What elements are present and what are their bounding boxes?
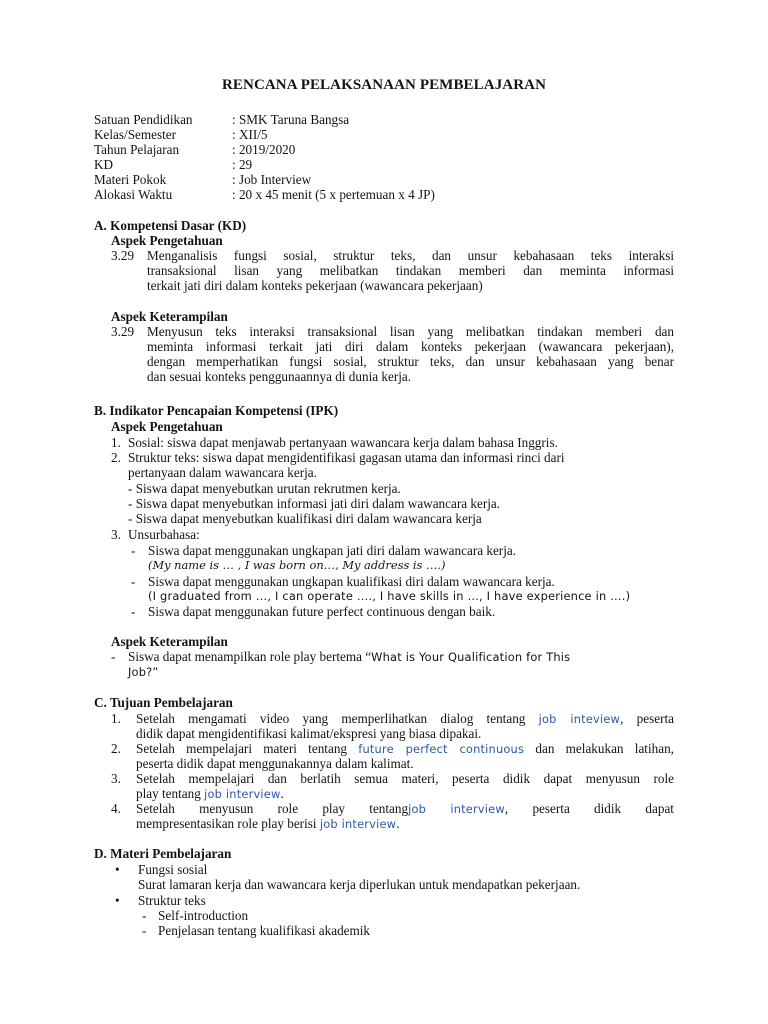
topic-link[interactable]: interview	[450, 802, 505, 816]
objective-text: play tentang	[136, 786, 205, 801]
list-number: 3.	[111, 771, 121, 786]
dash-marker: -	[111, 649, 116, 664]
aspek-keterampilan-heading: Aspek Keterampilan	[111, 634, 228, 649]
identity-value: : 2019/2020	[232, 142, 296, 157]
kd-line: terkait jati diri dalam konteks pekerjaan (wawancara pekerjaan)	[147, 278, 483, 293]
objective-line: Setelah mempelajari dan berlatih semua materi, peserta didik dapat menyusun role	[136, 771, 674, 786]
section-d-heading: D. Materi Pembelajaran	[94, 846, 232, 861]
identity-value: : 29	[232, 157, 253, 172]
objective-word: dapat	[645, 801, 674, 816]
topic-link[interactable]: job interview	[319, 817, 397, 831]
objective-text: .	[396, 816, 400, 831]
topic-link[interactable]: job inteview	[538, 712, 621, 726]
dash-marker: -	[131, 543, 136, 558]
list-number: 2.	[111, 450, 121, 465]
bullet-icon: •	[115, 862, 120, 877]
section-c-heading: C. Tujuan Pembelajaran	[94, 695, 233, 710]
example-expression: (My name is … , I was born on…, My address is ….)	[148, 558, 446, 572]
objective-line	[136, 801, 674, 817]
identity-value: : Job Interview	[232, 172, 312, 187]
topic-link[interactable]: future perfect continuous	[358, 742, 525, 756]
objective-word: didik	[594, 801, 622, 816]
objective-line	[136, 711, 674, 727]
identity-label: Kelas/Semester	[94, 127, 177, 142]
roleplay-theme: Job?”	[128, 665, 159, 679]
identity-label: Alokasi Waktu	[94, 187, 173, 202]
kd-line: meminta informasi terkait jati diri dalam konteks pekerjaan (wawancara pekerjaan),	[147, 339, 674, 354]
objective-line: peserta didik dapat menggunakannya dalam kalimat.	[136, 756, 414, 771]
objective-text: mempresentasikan role play berisi	[136, 816, 320, 831]
objective-word: play	[322, 801, 346, 816]
indicator-item: Struktur teks: siswa dapat mengidentifikasi gagasan utama dan informasi rinci dari	[128, 450, 565, 465]
objective-text: tentang	[369, 801, 409, 816]
indicator-subitem: - Siswa dapat menyebutkan kualifikasi diri dalam wawancara kerja	[128, 511, 482, 526]
materi-description: Surat lamaran kerja dan wawancara kerja diperlukan untuk mendapatkan pekerjaan.	[138, 877, 581, 892]
roleplay-theme: What is Your Qualification for This	[371, 650, 571, 664]
indicator-item: pertanyaan dalam wawancara kerja.	[128, 465, 317, 480]
objective-word: Setelah	[136, 801, 175, 816]
objective-line	[136, 786, 284, 802]
kd-line: dan sesuai konteks penggunaannya di dunia kerja.	[147, 369, 412, 384]
indicator-item: Sosial: siswa dapat menjawab pertanyaan wawancara kerja dalam bahasa Inggris.	[128, 435, 558, 450]
aspek-pengetahuan-heading: Aspek Pengetahuan	[111, 419, 223, 434]
topic-link[interactable]: job interview	[204, 787, 281, 801]
dash-marker: -	[131, 604, 136, 619]
list-number: 4.	[111, 801, 121, 816]
aspek-pengetahuan-heading: Aspek Pengetahuan	[111, 233, 223, 248]
example-expression: (I graduated from …, I can operate …., I have skills in …, I have experience in ….)	[148, 589, 631, 603]
identity-label: Tahun Pelajaran	[94, 142, 180, 157]
identity-value: : XII/5	[232, 127, 268, 142]
dash-marker: -	[131, 574, 136, 589]
indicator-subitem: Siswa dapat menggunakan future perfect continuous dengan baik.	[148, 604, 496, 619]
section-b-heading: B. Indikator Pencapaian Kompetensi (IPK)	[94, 403, 339, 418]
objective-text: ,	[504, 801, 509, 816]
kd-number: 3.29	[111, 248, 135, 263]
kd-number: 3.29	[111, 324, 135, 339]
section-a-heading: A. Kompetensi Dasar (KD)	[94, 218, 247, 233]
roleplay-text: Siswa dapat menampilkan role play bertema “	[128, 649, 372, 664]
struktur-item: Self-introduction	[158, 908, 249, 923]
indicator-subitem: - Siswa dapat menyebutkan informasi jati diri dalam wawancara kerja.	[128, 496, 501, 511]
objective-text: .	[280, 786, 284, 801]
objective-word: peserta	[532, 801, 570, 816]
indicator-subitem: Siswa dapat menggunakan ungkapan kualifikasi diri dalam wawancara kerja.	[148, 574, 555, 589]
bullet-icon: •	[115, 893, 120, 908]
objective-text: , peserta	[620, 711, 674, 726]
materi-item: Struktur teks	[138, 893, 206, 908]
objective-word: role	[277, 801, 299, 816]
objective-word	[450, 801, 508, 817]
topic-link[interactable]: job	[408, 802, 427, 816]
kd-line: Menyusun teks interaksi transaksional lisan yang melibatkan tindakan memberi dan	[147, 324, 674, 339]
identity-label: Satuan Pendidikan	[94, 112, 193, 127]
identity-label: KD	[94, 157, 114, 172]
kd-line: transaksional lisan yang melibatkan tindakan memberi dan meminta informasi	[147, 263, 674, 278]
objective-line	[136, 741, 674, 757]
indicator-subitem: Siswa dapat menggunakan ungkapan jati diri dalam wawancara kerja.	[148, 543, 517, 558]
objective-word: menyusun	[199, 801, 254, 816]
identity-label: Materi Pokok	[94, 172, 167, 187]
objective-text: Setelah mempelajari materi tentang	[136, 741, 359, 756]
materi-item: Fungsi sosial	[138, 862, 208, 877]
objective-word	[369, 801, 426, 817]
page-title: RENCANA PELAKSANAAN PEMBELAJARAN	[221, 77, 547, 93]
list-number: 3.	[111, 527, 121, 542]
dash-marker: -	[142, 908, 147, 923]
dash-marker: -	[142, 923, 147, 938]
list-number: 2.	[111, 741, 121, 756]
struktur-item: Penjelasan tentang kualifikasi akademik	[158, 923, 371, 938]
kd-line: Menganalisis fungsi sosial, struktur teks, dan unsur kebahasaan teks interaksi	[147, 248, 674, 263]
objective-text: Setelah mengamati video yang memperlihatkan dialog tentang	[136, 711, 539, 726]
aspek-keterampilan-heading: Aspek Keterampilan	[111, 309, 228, 324]
identity-value: : 20 x 45 menit (5 x pertemuan x 4 JP)	[232, 187, 435, 202]
objective-text: dan melakukan latihan,	[524, 741, 674, 756]
objective-line: didik dapat mengidentifikasi kalimat/ekspresi yang biasa dipakai.	[136, 726, 482, 741]
objective-line	[136, 816, 400, 832]
indicator-subitem: - Siswa dapat menyebutkan urutan rekrutmen kerja.	[128, 481, 401, 496]
indicator-item: Unsurbahasa:	[128, 527, 200, 542]
identity-value: : SMK Taruna Bangsa	[232, 112, 350, 127]
list-number: 1.	[111, 711, 121, 726]
kd-line: dengan memperhatikan fungsi sosial, struktur teks, dan unsur kebahasaan yang benar	[147, 354, 674, 369]
indicator-item	[128, 649, 570, 665]
list-number: 1.	[111, 435, 121, 450]
